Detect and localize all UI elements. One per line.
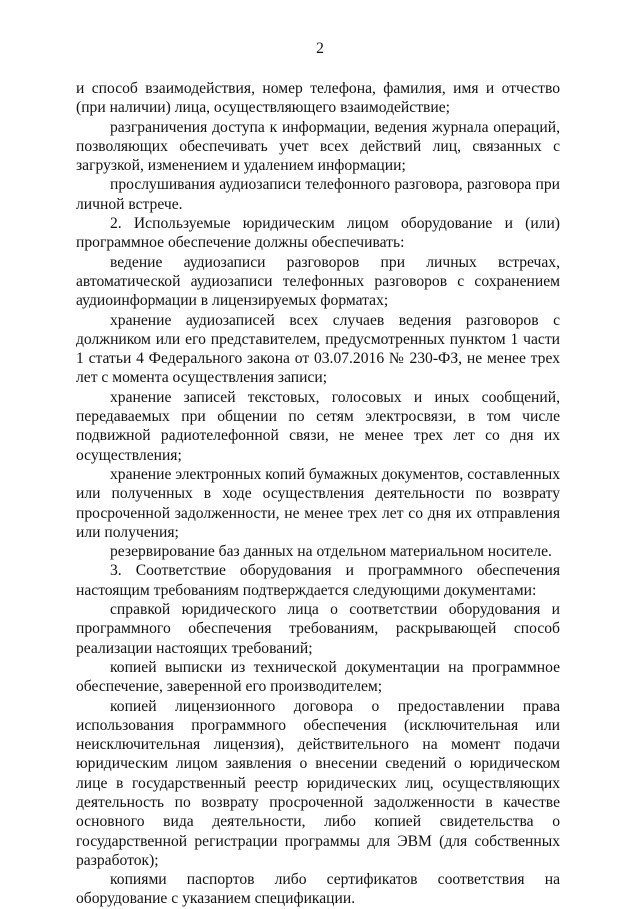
paragraph-compliance-certificate: справкой юридического лица о соответствии оборудования и программного обеспечения требованиям, раскрывающей способ реализации настоящих требований; xyxy=(76,601,560,657)
paragraph-license-agreement: копией лицензионного договора о предоставлении права использования программного обеспечения (исключительная или неисключительная лицензия), действительного на момент подачи юридическим лицом заявления о внесении сведений о юридическом лице в государственный реестр юридических лиц, осуществляющих деятельность по возврату просроченной задолженности в качестве основного вида деятельности, либо копией свидетельства о государственной регистрации программы для ЭВМ (для собственных разработок); xyxy=(76,697,560,869)
page-number: 2 xyxy=(316,40,324,57)
document-body xyxy=(76,79,560,909)
paragraph-database-backup: резервирование баз данных на отдельном материальном носителе. xyxy=(110,543,552,561)
paragraph-contact-details: и способ взаимодействия, номер телефона, фамилия, имя и отчество (при наличии) лица, осуществляющего взаимодействие; xyxy=(76,80,560,117)
paragraph-technical-docs: копией выписки из технической документации на программное обеспечение, заверенной его производителем; xyxy=(76,658,560,696)
paragraph-equipment-passports: копиями паспортов либо сертификатов соответствия на оборудование с указанием спецификации. xyxy=(76,871,560,908)
paragraph-audio-storage: хранение аудиозаписей всех случаев ведения разговоров с должником или его представителем, предусмотренных пунктом 1 части 1 статьи 4 Федерального закона от 03.07.2016 № 230-ФЗ, не менее трех лет с момента осуществления записи; xyxy=(76,311,560,387)
paragraph-access-control: разграничения доступа к информации, ведения журнала операций, позволяющих обеспечивать учет всех действий лиц, связанных с загрузкой, изменением и удалением информации; xyxy=(76,118,560,175)
paragraph-electronic-copies: хранение электронных копий бумажных документов, составленных или полученных в ходе осуществления деятельности по возврату просроченной задолженности, не менее трех лет со дня их отправления или получения; xyxy=(76,465,560,541)
paragraph-message-storage: хранение записей текстовых, голосовых и иных сообщений, передаваемых при общении по сетям электросвязи, в том числе подвижной радиотелефонной связи, не менее трех лет со дня их осуществления; xyxy=(76,388,560,464)
paragraph-audio-recording: ведение аудиозаписи разговоров при личных встречах, автоматической аудиозаписи телефонных разговоров с сохранением аудиоинформации в лицензируемых форматах; xyxy=(76,253,560,310)
paragraph-audio-playback: прослушивания аудиозаписи телефонного разговора, разговора при личной встрече. xyxy=(76,176,560,213)
paragraph-section-2-heading: 2. Используемые юридическим лицом оборудование и (или) программное обеспечение должны обеспечивать: xyxy=(76,215,560,252)
paragraph-section-3-heading: 3. Соответствие оборудования и программного обеспечения настоящим требованиям подтверждается следующими документами: xyxy=(76,562,560,599)
